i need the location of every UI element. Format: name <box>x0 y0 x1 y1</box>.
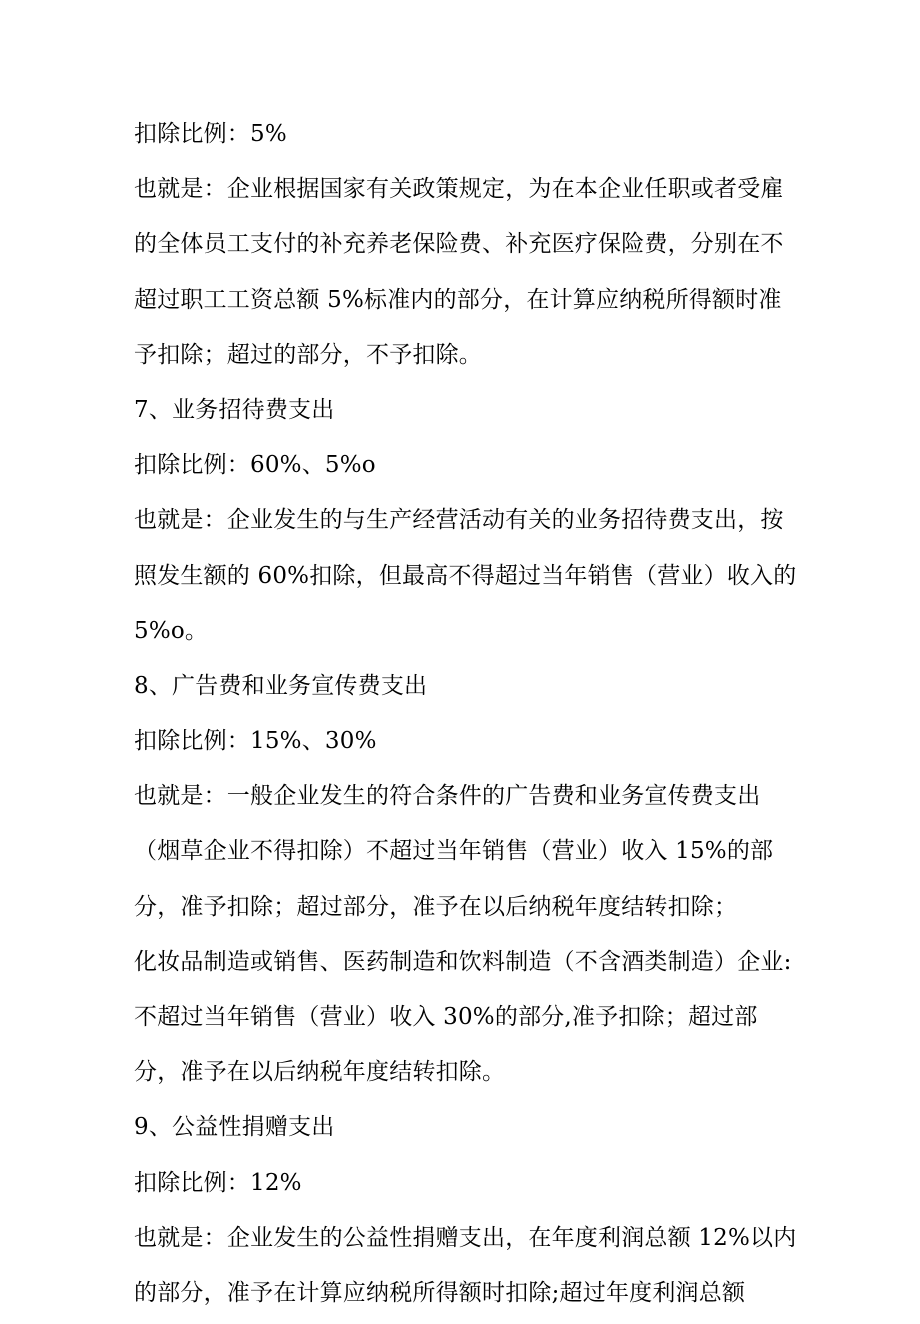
text-line: 也就是：一般企业发生的符合条件的广告费和业务宣传费支出 <box>134 783 761 810</box>
text-line: 的全体员工支付的补充养老保险费、补充医疗保险费，分别在不 <box>134 231 784 258</box>
text-line: 化妆品制造或销售、医药制造和饮料制造（不含酒类制造）企业: <box>134 948 792 975</box>
text-line: 也就是：企业发生的公益性捐赠支出，在年度利润总额 12%以内 <box>134 1224 797 1251</box>
section-heading: 8、广告费和业务宣传费支出 <box>134 672 428 699</box>
text-line: 的部分，准予在计算应纳税所得额时扣除;超过年度利润总额 <box>134 1279 746 1306</box>
text-line: 扣除比例：12% <box>134 1169 302 1196</box>
text-line: 分，准予扣除；超过部分，准予在以后纳税年度结转扣除； <box>134 893 738 920</box>
text-line: 扣除比例：15%、30% <box>134 728 377 755</box>
text-line: 也就是：企业发生的与生产经营活动有关的业务招待费支出，按 <box>134 507 784 534</box>
text-line: 照发生额的 60%扣除，但最高不得超过当年销售（营业）收入的 <box>134 562 797 589</box>
text-line: （烟草企业不得扣除）不超过当年销售（营业）收入 15%的部 <box>134 838 774 865</box>
text-line: 分，准予在以后纳税年度结转扣除。 <box>134 1059 506 1086</box>
document-body <box>134 110 814 1324</box>
text-line: 予扣除；超过的部分，不予扣除。 <box>134 341 482 368</box>
text-line: 也就是：企业根据国家有关政策规定，为在本企业任职或者受雇 <box>134 176 784 203</box>
text-line: 扣除比例：5% <box>134 121 287 147</box>
text-line: 5%o。 <box>134 617 209 644</box>
text-line: 扣除比例：60%、5%o <box>134 452 376 479</box>
section-heading: 7、业务招待费支出 <box>134 396 335 423</box>
text-line: 不超过当年销售（营业）收入 30%的部分,准予扣除；超过部 <box>134 1004 758 1030</box>
text-line: 超过职工工资总额 5%标准内的部分，在计算应纳税所得额时准 <box>134 286 782 313</box>
section-heading: 9、公益性捐赠支出 <box>134 1114 335 1141</box>
